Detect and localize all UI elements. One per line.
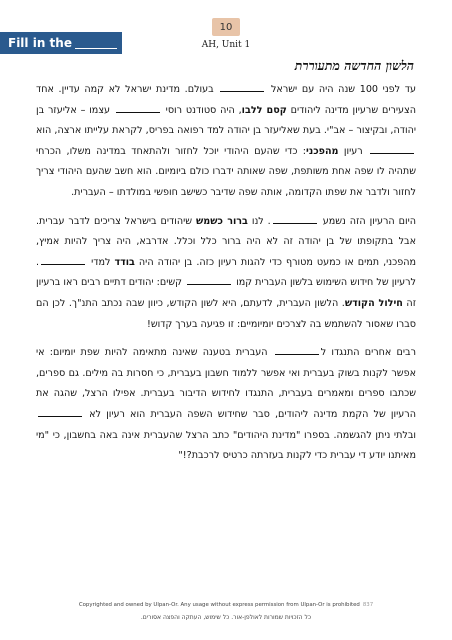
blank-field[interactable]	[275, 345, 319, 355]
blank-field[interactable]	[116, 103, 160, 113]
text-segment: עד לפני 100 שנה היה עם ישראל	[266, 84, 416, 95]
unit-label: AH, Unit 1	[201, 40, 251, 50]
copyright-footer	[0, 602, 452, 608]
blank-field[interactable]	[41, 255, 85, 265]
banner-blank	[75, 38, 117, 49]
paragraph	[36, 212, 416, 336]
exercise-banner	[0, 32, 122, 54]
text-segment: , היה סטודנט רוסי	[161, 104, 242, 116]
paragraph	[36, 80, 416, 204]
text-segment: בעולם. מדינת ישראל לא קמה עדיין. אחד הצעירים שרעיון מדינה ליהודים	[36, 84, 416, 116]
text-segment: ובלתי ניתן להגשמה. בספרו "מדינת היהודים" כתב הרצל שהעברית אינה באה בחשבון, כי "מי מאיתנו יודע די עברית כדי לקנות בעזרתה כרטיס לרכבת?!"	[36, 429, 416, 462]
text-segment: שיהודים בישראל צריכים לדבר עברית. אבל בתקופתו של בן יהודה זה לא היה ברור כלל וכלל. אדרבא, היה צריך להיות אמיץ, מהפכני, תמים או כמעט מטורף כדי להגות רעיון כזה. בן יהודה היה	[36, 215, 416, 268]
text-segment: רעיון	[338, 145, 368, 157]
text-segment: היום הרעיון הזה נשמע	[318, 215, 416, 227]
blank-field[interactable]	[38, 407, 82, 417]
highlighted-phrase: קסם ללבו	[241, 104, 287, 116]
text-segment: עצמו – אליעזר בן יהודה, ובקיצור – אב"י. בעת שאליעזר בן יהודה למד רפואה בפריס, לקראת עלייתו ארצה, הוא	[36, 104, 416, 137]
highlighted-phrase: חילול הקודש	[344, 297, 403, 309]
text-segment: . הלשון העברית, לדעתם, היא לשון הקודש, כיוון שבה נכתב התנ"ך. לכן הם סברו שאסור להשתמש בה לצרכים יומיומיים: זו פגיעה בערך קדוש!	[36, 297, 416, 330]
banner-text: Fill in the	[8, 36, 72, 50]
text-segment: העברית בטענה שאינה מתאימה להיות שפת יומיום: אי אפשר לקנות בשוק בעברית ואי אפשר ללמוד חשבון בעברית, כי חסרות בה מילים. גם ספרים, שכתבו ספרים ומאמרים בעברית, התנגדו לחידוש הדיבור בעברית. אפילו הרצל, שהגה את הרעיון של הקמת מדינה ליהודים, סבר שחידוש השפה העברית הוא רעיון לא	[36, 347, 416, 420]
highlighted-phrase: מהפכני	[306, 145, 339, 157]
article-body	[36, 80, 416, 475]
copyright-english: Copyrighted and owned by Ulpan-Or. Any usage without express permission from Ulpan-Or is prohibited	[78, 602, 360, 608]
blank-field[interactable]	[220, 82, 264, 92]
text-segment: . לרעיון של חידוש השימוש בלשון העברית קמו	[36, 256, 416, 289]
page-title: הלשון החדשה מתעוררת	[294, 58, 414, 73]
highlighted-phrase: בודד	[114, 256, 135, 268]
text-segment: רבים אחרים התנגדו ל	[320, 347, 416, 359]
footer-page-ref: 837	[362, 602, 374, 608]
text-segment: קשים: יהודים דתיים רבים ראו ברעיון זה	[36, 277, 417, 309]
page-number: 10	[212, 18, 240, 36]
text-segment: למדי	[87, 256, 115, 268]
blank-field[interactable]	[187, 275, 231, 285]
copyright-hebrew: כל הזכויות שמורות לאולפן-אור. כל שימוש, העתקה והפצה אסורים.	[140, 614, 312, 621]
highlighted-phrase: ברור כשמש	[196, 215, 248, 227]
blank-field[interactable]	[273, 214, 317, 224]
blank-field[interactable]	[370, 144, 414, 154]
text-segment: : כדי שהעם היהודי יוכל לחזור ולהתאחד במדינה משלו, הכרחי שתהיה לו שפה אחת משותפת, שפה שאותה ידברו כולם ביומיום. הוא חשב שהעם היהודי צריך לחזור ולדבר את שפתו הקדומה, אותה שפה שדיבר כשישב חופשי במולדתו – העברית.	[36, 145, 416, 198]
text-segment: . לנו	[247, 215, 271, 227]
paragraph	[36, 343, 416, 467]
